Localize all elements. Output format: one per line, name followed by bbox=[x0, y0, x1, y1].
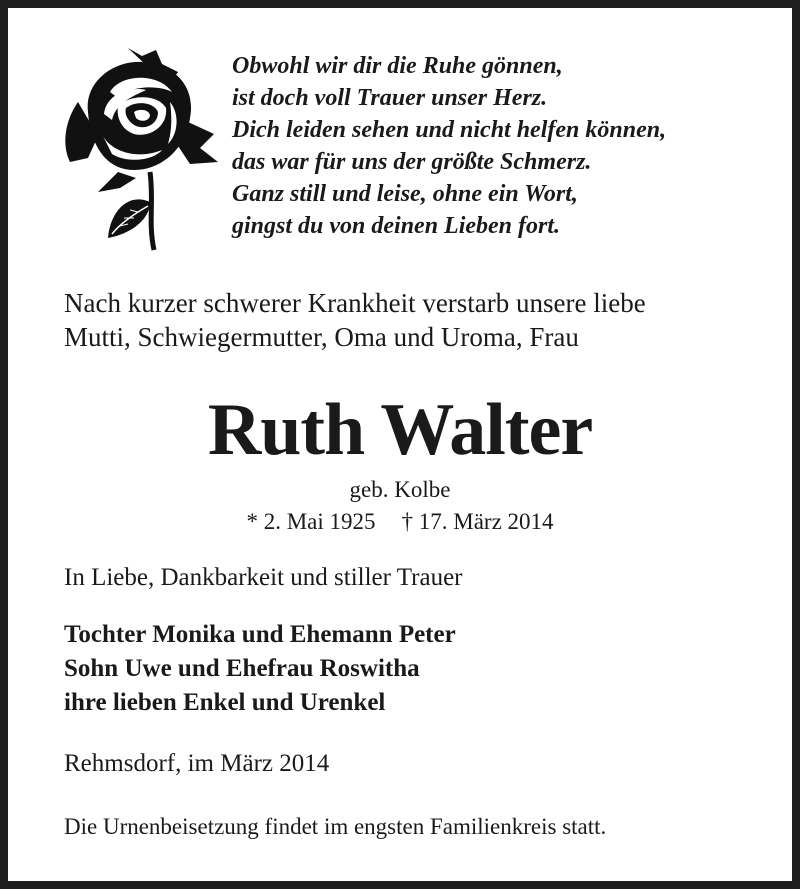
mourner-line: Tochter Monika und Ehemann Peter bbox=[64, 621, 456, 648]
maiden-name: geb. Kolbe bbox=[349, 477, 451, 502]
mourning-line: In Liebe, Dankbarkeit und stiller Trauer bbox=[64, 564, 463, 591]
life-dates bbox=[0, 508, 800, 536]
funeral-notice: Die Urnenbeisetzung findet im engsten Familienkreis statt. bbox=[64, 814, 607, 839]
poem bbox=[232, 50, 666, 242]
poem-line: gingst du von deinen Lieben fort. bbox=[232, 213, 561, 239]
death-date: † 17. März 2014 bbox=[401, 509, 554, 534]
place-date: Rehmsdorf, im März 2014 bbox=[64, 750, 330, 777]
intro-text bbox=[64, 286, 646, 354]
intro-line: Mutti, Schwiegermutter, Oma und Uroma, Frau bbox=[64, 322, 579, 352]
poem-line: Obwohl wir dir die Ruhe gönnen, bbox=[232, 53, 563, 79]
mourners-list bbox=[64, 618, 456, 720]
mourner-line: ihre lieben Enkel und Urenkel bbox=[64, 689, 386, 716]
poem-line: Dich leiden sehen und nicht helfen können, bbox=[232, 117, 667, 143]
poem-line: ist doch voll Trauer unser Herz. bbox=[232, 85, 548, 111]
intro-line: Nach kurzer schwerer Krankheit verstarb unsere liebe bbox=[64, 288, 646, 318]
rose-icon bbox=[58, 42, 224, 254]
deceased-name: Ruth Walter bbox=[207, 389, 593, 471]
poem-line: Ganz still und leise, ohne ein Wort, bbox=[232, 181, 578, 207]
poem-line: das war für uns der größte Schmerz. bbox=[232, 149, 592, 175]
mourner-line: Sohn Uwe und Ehefrau Roswitha bbox=[64, 655, 420, 682]
birth-date: * 2. Mai 1925 bbox=[246, 509, 376, 534]
